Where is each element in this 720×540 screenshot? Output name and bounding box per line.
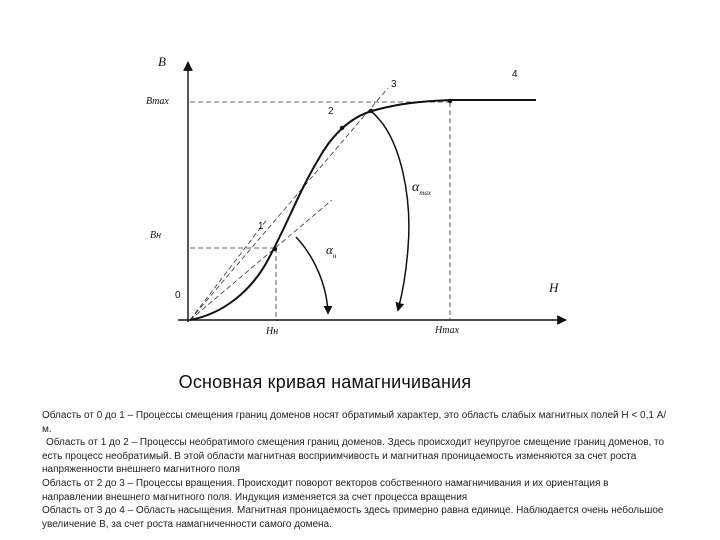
paragraph-region-2-3: Область от 2 до 3 – Процессы вращения. Происходит поворот векторов собственного намагничивания и их ориентация в направлении внешнего магнитного поля. Индукция изменяется за счет процесса вращения xyxy=(42,477,609,503)
curve-point-2 xyxy=(340,126,344,130)
paragraph-region-0-1: Область от 0 до 1 – Процессы смещения границ доменов носят обратимый характер, это область слабых магнитных полей H < 0,1 А/м. xyxy=(42,410,667,435)
point-label-1: 1 xyxy=(258,221,264,232)
description xyxy=(42,409,672,531)
page-title: Основная кривая намагничивания xyxy=(178,372,472,392)
paragraph-region-1-2: Область от 1 до 2 – Процессы необратимого смещения границ доменов. Здесь происходит неупругое смещение границ доменов, то есть процесс необратимый. В этой области магнитная восприимчивость и магнитная проницаемость изменяются за счет роста напряженности внешнего магнитного поля xyxy=(42,437,665,476)
hmax-label: Hmax xyxy=(435,325,459,336)
bn-label: Bн xyxy=(150,230,162,241)
point-label-3: 3 xyxy=(391,79,397,90)
guide-lines xyxy=(190,88,450,320)
axis-y-label: B xyxy=(158,54,166,69)
alpha-n-arc xyxy=(296,237,328,313)
magnetization-curve xyxy=(190,100,536,320)
hn-label: Hн xyxy=(266,326,279,337)
curve-point-1 xyxy=(273,247,277,251)
bmax-label: Bmax xyxy=(146,96,169,107)
alpha-n-label: $\alpha_н$ xyxy=(326,242,337,260)
alpha-max-label: $\alpha_{max}$ xyxy=(412,180,432,197)
paragraph-region-3-4: Область от 3 до 4 – Область насыщения. Магнитная проницаемость здесь примерно равна единице. Наблюдается очень небольшое увеличение B, за счет роста намагниченности самого домена. xyxy=(42,505,664,530)
axis-x-label: H xyxy=(549,280,559,295)
origin-label: 0 xyxy=(175,290,181,301)
curve-point-4 xyxy=(448,99,452,103)
point-label-4: 4 xyxy=(512,69,518,80)
alpha-max-arc xyxy=(372,112,409,310)
point-label-2: 2 xyxy=(328,106,334,117)
